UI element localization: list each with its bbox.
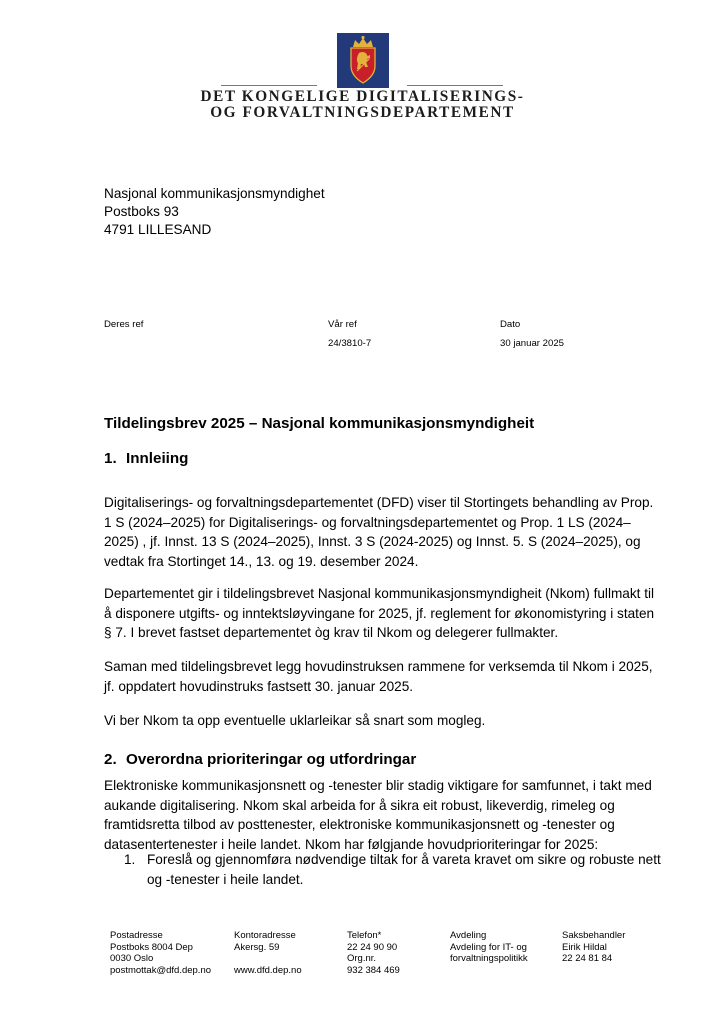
footer-spacer	[234, 953, 302, 965]
section-1-heading	[104, 450, 188, 467]
text-line: Saman med tildelingsbrevet legg hovudinstruksen rammene for verksemda til Nkom i 2025,	[104, 659, 653, 674]
footer-value: Akersg. 59	[234, 941, 280, 953]
document-title: Tildelingsbrev 2025 – Nasjonal kommunikasjonsmyndigheit	[104, 415, 535, 432]
text-line: framtidsretta tilbod av posttenester, elektroniske kommunikasjonsnett og -tenester og	[104, 817, 615, 832]
text-line: aukande digitalisering. Nkom skal arbeida for å sikra eit robust, likeverdig, rimeleg og	[104, 797, 615, 813]
footer-value: 22 24 81 84	[562, 953, 613, 965]
paragraph	[104, 584, 664, 643]
recipient-city: 4791 LILLESAND	[104, 222, 212, 237]
text-line: datasentertenester i heile landet. Nkom har følgjande hovudprioriteringar for 2025:	[104, 836, 599, 852]
footer-label: Kontoradresse	[234, 930, 296, 941]
list-number: 1.	[124, 852, 136, 867]
letterhead-rule-right	[407, 85, 503, 86]
recipient-postbox: Postboks 93	[104, 204, 179, 219]
paragraph	[104, 657, 664, 696]
text-line: vedtak fra Stortinget 14., 13. og 19. desember 2024.	[104, 553, 419, 569]
footer-kontoradresse	[234, 930, 302, 976]
paragraph	[104, 711, 664, 731]
text-line: Departementet gir i tildelingsbrevet Nasjonal kommunikasjonsmyndigheit (Nkom) fullmakt til	[104, 586, 655, 601]
text-line: Elektroniske kommunikasjonsnett og -tenester blir stadig viktigare for samfunnet, i takt med	[104, 778, 652, 793]
paragraph	[104, 493, 664, 571]
text-line: § 7. I brevet fastset departementet òg krav til Nkom og delegerer fullmakter.	[104, 625, 559, 640]
var-ref-value: 24/3810-7	[328, 338, 372, 349]
dato-value: 30 januar 2025	[500, 338, 565, 349]
text-line: 2025) , jf. Innst. 13 S (2024–2025), Innst. 3 S (2024-2025) og Innst. 5. S (2024–2025), og	[104, 534, 641, 549]
footer-value: Postboks 8004 Dep	[110, 941, 193, 953]
text-line: Foreslå og gjennomføra nødvendige tiltak for å vareta kravet om sikre og robuste nett	[147, 852, 661, 867]
dato-label: Dato	[500, 319, 521, 330]
footer-telefon	[347, 930, 400, 976]
coat-of-arms-logo	[337, 33, 389, 88]
footer-email-link[interactable]: postmottak@dfd.dep.no	[110, 964, 212, 976]
text-line: jf. oppdatert hovudinstruks fastsett 30. januar 2025.	[104, 678, 414, 694]
footer-label: Org.nr.	[347, 953, 377, 965]
recipient-name: Nasjonal kommunikasjonsmyndighet	[104, 186, 325, 201]
footer-value: 22 24 90 90	[347, 941, 398, 953]
footer-saksbehandler	[562, 930, 625, 965]
deres-ref-label: Deres ref	[104, 319, 144, 330]
footer-value: Avdeling for IT- og	[450, 941, 527, 953]
footer-label: Postadresse	[110, 930, 163, 941]
department-name-line-2: OG FORVALTNINGSDEPARTEMENT	[210, 104, 515, 121]
letterhead-rule-left	[221, 85, 317, 86]
section-title: Innleiing	[126, 450, 189, 467]
footer-value: Eirik Hildal	[562, 941, 607, 953]
section-number: 2.	[104, 751, 117, 768]
text-line: å disponere utgifts- og inntektsløyvingane for 2025, jf. reglement for økonomistyring i staten	[104, 605, 655, 621]
footer-label: Avdeling	[450, 930, 487, 941]
footer-value: 932 384 469	[347, 964, 400, 976]
department-name-line-1: DET KONGELIGE DIGITALISERINGS-	[200, 88, 525, 105]
text-line: 1 S (2024–2025) for Digitaliserings- og forvaltningsdepartementet og Prop. 1 LS (2024–	[104, 514, 631, 530]
footer-website-link[interactable]: www.dfd.dep.no	[234, 964, 302, 976]
footer-label: Telefon*	[347, 930, 382, 941]
list-item-text	[147, 850, 661, 889]
text-line: Digitaliserings- og forvaltningsdepartementet (DFD) viser til Stortingets behandling av Prop.	[104, 495, 654, 510]
footer-postadresse	[110, 930, 211, 976]
paragraph	[104, 776, 664, 854]
footer-value: forvaltningspolitikk	[450, 953, 528, 965]
footer-value: 0030 Oslo	[110, 953, 154, 965]
section-number: 1.	[104, 450, 117, 467]
section-title: Overordna prioriteringar og utfordringar	[126, 751, 417, 768]
section-2-heading	[104, 751, 416, 768]
text-line: og -tenester i heile landet.	[147, 871, 304, 887]
footer-label: Saksbehandler	[562, 930, 626, 941]
footer-avdeling	[450, 930, 528, 965]
var-ref-label: Vår ref	[328, 319, 357, 330]
text-line: Vi ber Nkom ta opp eventuelle uklarleikar så snart som mogleg.	[104, 713, 486, 728]
